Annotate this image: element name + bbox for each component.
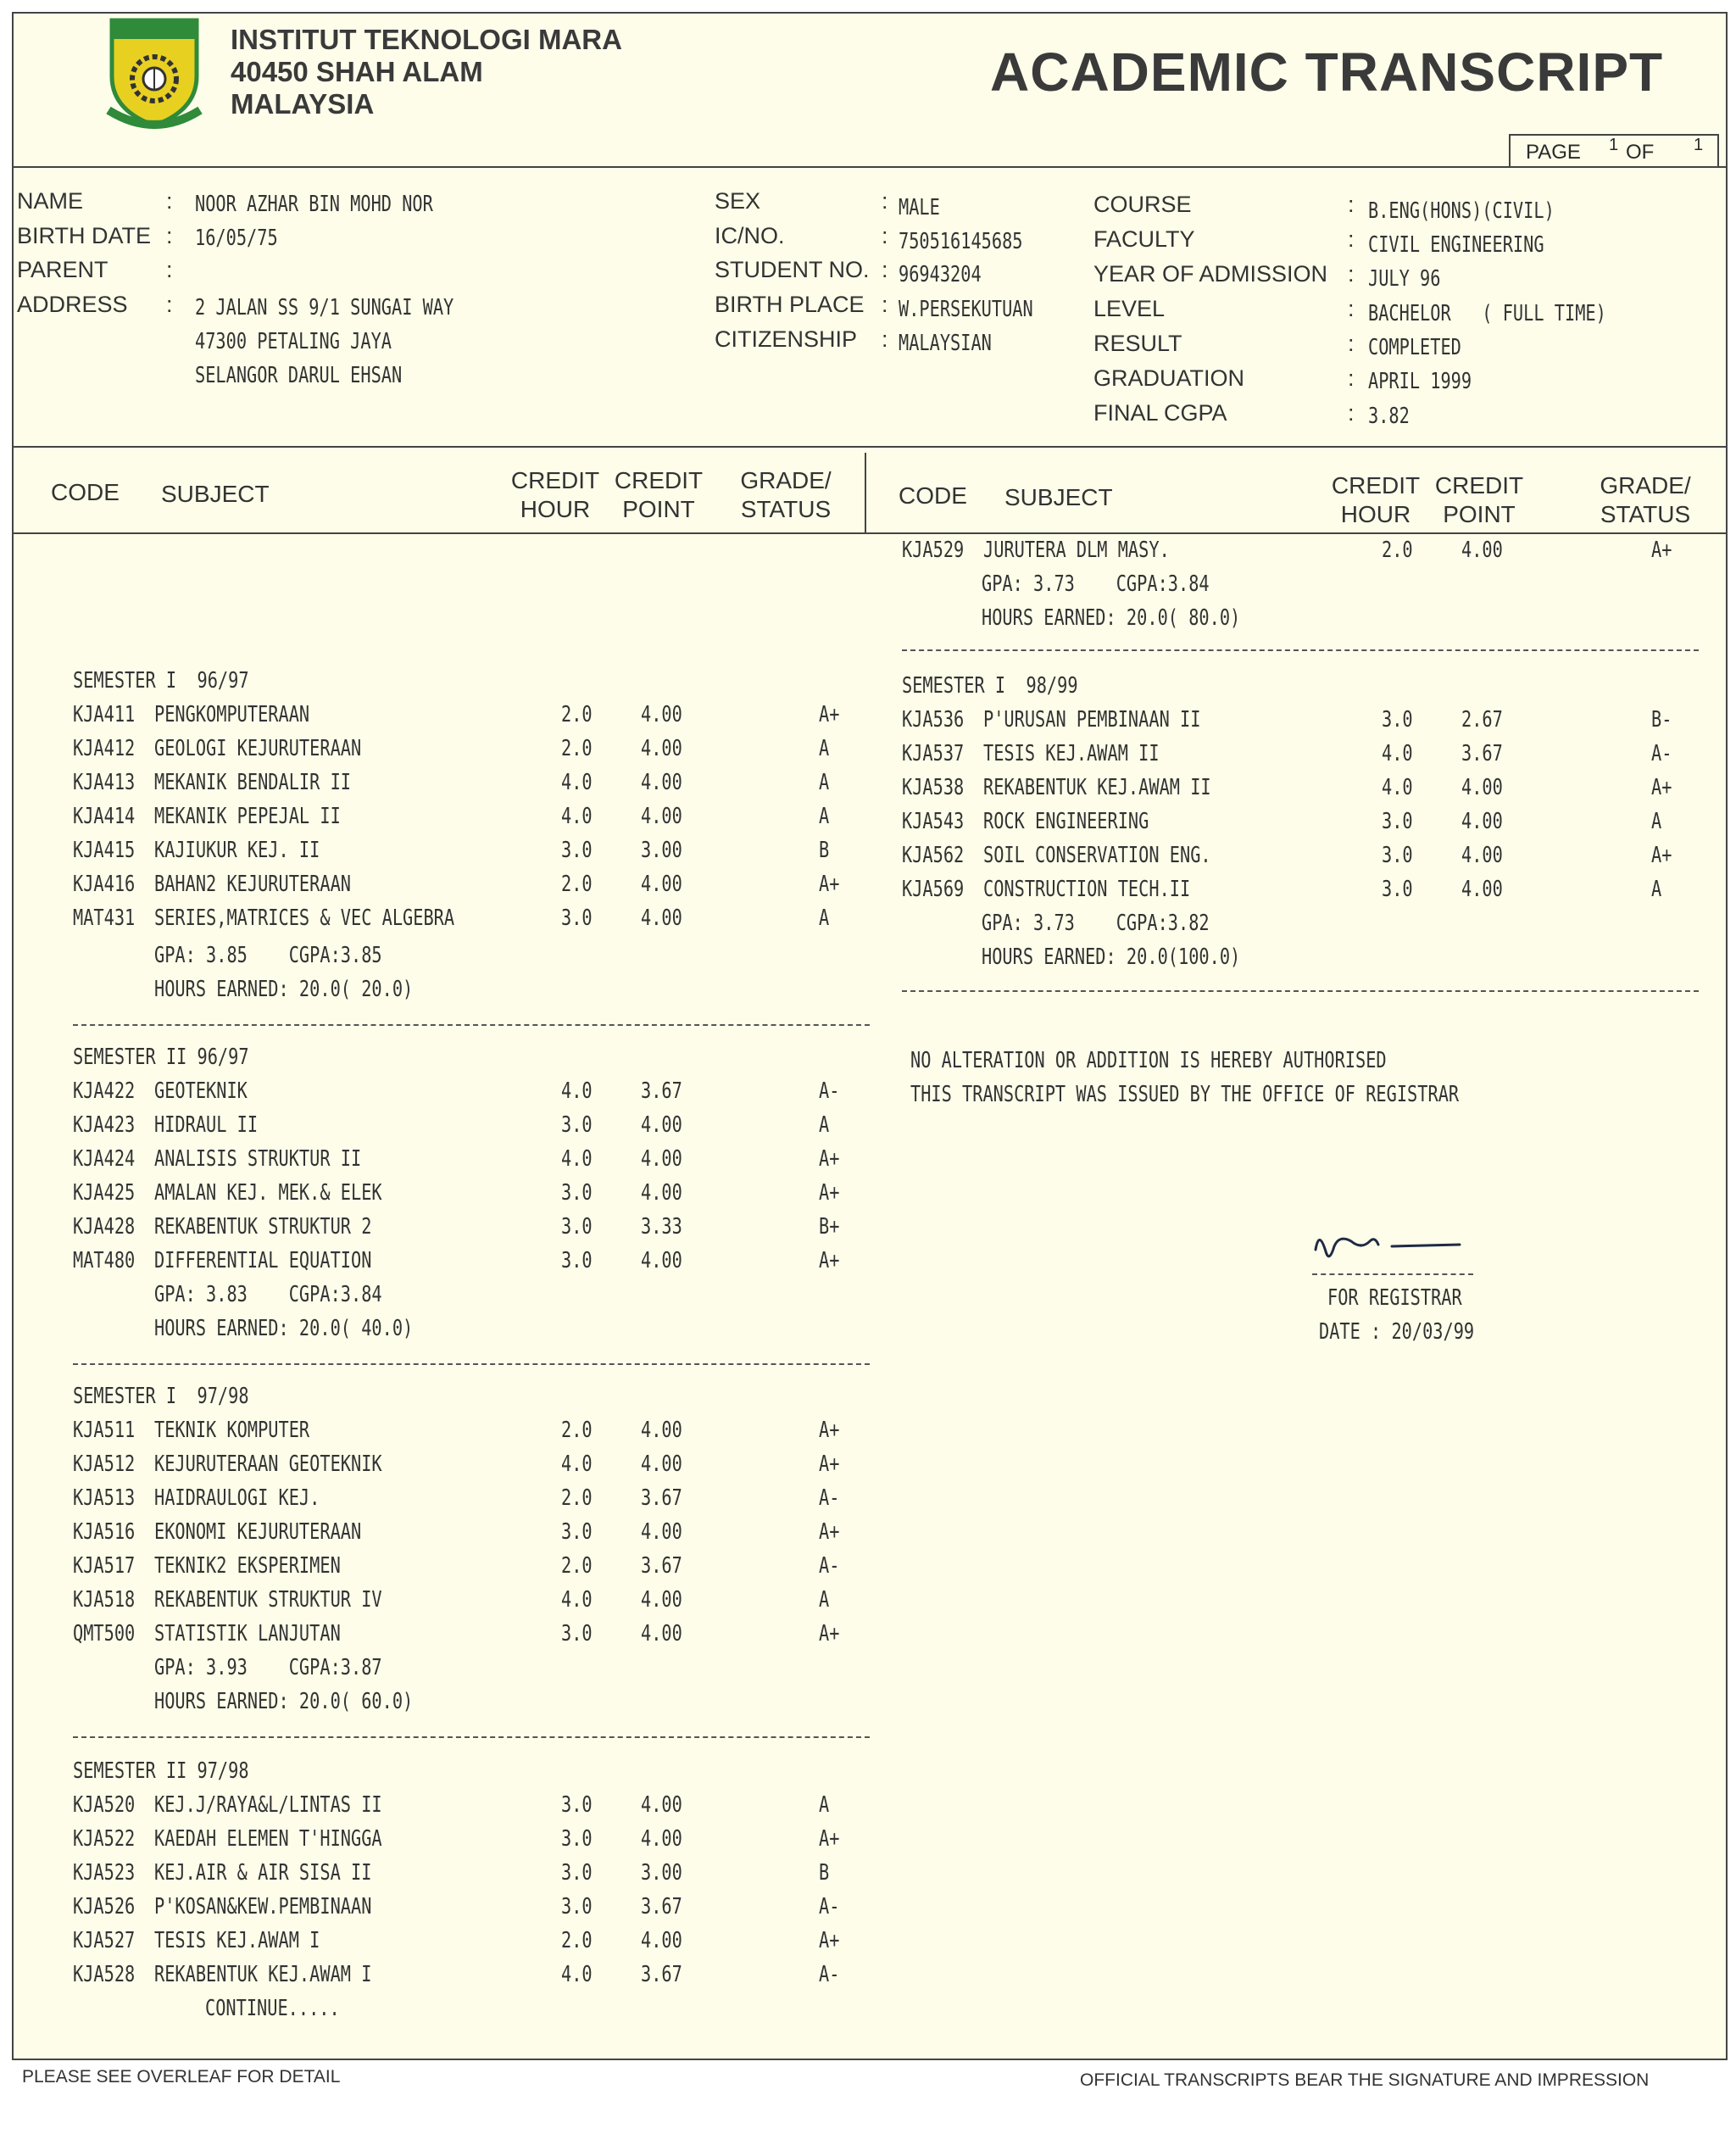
grade-status: A — [819, 736, 830, 761]
hours-earned: HOURS EARNED: 20.0( 40.0) — [154, 1316, 414, 1341]
course-code: KJA517 — [73, 1553, 136, 1579]
credit-hour: 3.0 — [561, 838, 593, 863]
credit-point: 4.00 — [641, 736, 682, 761]
document-title: ACADEMIC TRANSCRIPT — [990, 42, 1664, 103]
credit-point: 4.00 — [641, 804, 682, 829]
column-header-split — [865, 453, 866, 534]
grade-status: A+ — [819, 1248, 840, 1273]
grade-status: A+ — [819, 1146, 840, 1172]
credit-hour: 4.0 — [561, 1587, 593, 1613]
credit-point: 2.67 — [1461, 707, 1503, 733]
course-code: KJA528 — [73, 1962, 136, 1987]
grade-status: A — [1651, 877, 1662, 902]
credit-hour: 2.0 — [561, 1553, 593, 1579]
course-code: KJA512 — [73, 1451, 136, 1477]
course-code: MAT431 — [73, 905, 136, 931]
credit-hour: 3.0 — [561, 905, 593, 931]
credit-point: 3.67 — [641, 1485, 682, 1511]
continue-note: CONTINUE..... — [205, 1996, 340, 2021]
credit-hour: 4.0 — [561, 804, 593, 829]
credit-point: 4.00 — [641, 1112, 682, 1138]
gpa-line: GPA: 3.85 CGPA:3.85 — [154, 943, 382, 968]
credit-point: 4.00 — [1461, 538, 1503, 563]
gpa-line: GPA: 3.73 CGPA:3.84 — [982, 571, 1210, 597]
credit-hour: 3.0 — [1382, 843, 1413, 868]
grade-status: A+ — [819, 1180, 840, 1206]
credit-point: 4.00 — [1461, 877, 1503, 902]
grade-status: A- — [819, 1078, 840, 1104]
credit-point: 4.00 — [641, 1928, 682, 1953]
semester-title: SEMESTER II 97/98 — [73, 1758, 249, 1784]
grade-status: A — [819, 1792, 830, 1818]
credit-hour: 2.0 — [561, 1418, 593, 1443]
course-subject: P'KOSAN&KEW.PEMBINAAN — [154, 1894, 372, 1919]
credit-point: 4.00 — [641, 1418, 682, 1443]
semester-title: SEMESTER I 97/98 — [73, 1384, 249, 1409]
credit-point: 4.00 — [641, 905, 682, 931]
for-registrar: FOR REGISTRAR — [1327, 1285, 1462, 1311]
course-code: KJA527 — [73, 1928, 136, 1953]
credit-hour: 3.0 — [561, 1519, 593, 1545]
course-code: KJA423 — [73, 1112, 136, 1138]
credit-point: 3.67 — [641, 1078, 682, 1104]
credit-hour: 3.0 — [1382, 707, 1413, 733]
grade-status: A+ — [819, 872, 840, 897]
credit-hour: 3.0 — [561, 1214, 593, 1240]
course-code: KJA415 — [73, 838, 136, 863]
course-code: KJA411 — [73, 702, 136, 727]
course-subject: REKABENTUK STRUKTUR 2 — [154, 1214, 372, 1240]
course-subject: AMALAN KEJ. MEK.& ELEK — [154, 1180, 382, 1206]
grade-status: A — [819, 770, 830, 795]
course-subject: P'URUSAN PEMBINAAN II — [983, 707, 1201, 733]
semester-title: SEMESTER I 96/97 — [73, 668, 249, 694]
grade-status: A+ — [819, 1418, 840, 1443]
credit-point: 4.00 — [641, 1826, 682, 1852]
credit-hour: 3.0 — [561, 1621, 593, 1646]
credit-hour: 2.0 — [561, 1928, 593, 1953]
hours-earned: HOURS EARNED: 20.0( 20.0) — [154, 977, 414, 1002]
course-subject: TESIS KEJ.AWAM I — [154, 1928, 320, 1953]
grade-status: A+ — [1651, 775, 1672, 800]
course-subject: PENGKOMPUTERAAN — [154, 702, 310, 727]
credit-hour: 3.0 — [561, 1894, 593, 1919]
credit-point: 4.00 — [641, 1792, 682, 1818]
grade-status: A+ — [819, 1826, 840, 1852]
course-code: KJA422 — [73, 1078, 136, 1104]
credit-hour: 3.0 — [561, 1792, 593, 1818]
grade-status: B — [819, 1860, 830, 1886]
course-code: KJA424 — [73, 1146, 136, 1172]
course-subject: JURUTERA DLM MASY. — [983, 538, 1170, 563]
course-subject: MEKANIK PEPEJAL II — [154, 804, 341, 829]
credit-point: 4.00 — [1461, 775, 1503, 800]
notice-no-alteration: NO ALTERATION OR ADDITION IS HEREBY AUTHORISED — [910, 1048, 1387, 1073]
course-subject: SOIL CONSERVATION ENG. — [983, 843, 1211, 868]
credit-point: 3.33 — [641, 1214, 682, 1240]
course-code: KJA538 — [902, 775, 965, 800]
credit-point: 4.00 — [1461, 809, 1503, 834]
credit-hour: 2.0 — [1382, 538, 1413, 563]
course-subject: KEJURUTERAAN GEOTEKNIK — [154, 1451, 382, 1477]
course-subject: STATISTIK LANJUTAN — [154, 1621, 341, 1646]
header-divider — [12, 166, 1728, 168]
course-code: KJA414 — [73, 804, 136, 829]
credit-hour: 4.0 — [561, 1962, 593, 1987]
issue-date: DATE : 20/03/99 — [1319, 1319, 1475, 1345]
grade-status: A- — [1651, 741, 1672, 766]
credit-point: 4.00 — [641, 1146, 682, 1172]
credit-hour: 2.0 — [561, 1485, 593, 1511]
course-subject: REKABENTUK KEJ.AWAM I — [154, 1962, 372, 1987]
credit-point: 4.00 — [641, 702, 682, 727]
credit-hour: 4.0 — [561, 1146, 593, 1172]
semester-separator — [902, 990, 1699, 992]
credit-hour: 3.0 — [561, 1248, 593, 1273]
course-code: QMT500 — [73, 1621, 136, 1646]
credit-hour: 4.0 — [561, 1078, 593, 1104]
semester-separator — [73, 1024, 870, 1026]
credit-point: 3.00 — [641, 1860, 682, 1886]
grade-status: A+ — [819, 1621, 840, 1646]
grade-status: B — [819, 838, 830, 863]
course-code: KJA520 — [73, 1792, 136, 1818]
course-subject: CONSTRUCTION TECH.II — [983, 877, 1191, 902]
grade-status: A — [819, 804, 830, 829]
grade-status: A+ — [819, 1451, 840, 1477]
footer-overleaf-note: PLEASE SEE OVERLEAF FOR DETAIL — [22, 2067, 341, 2086]
course-subject: GEOTEKNIK — [154, 1078, 248, 1104]
grade-status: A- — [819, 1553, 840, 1579]
grade-status: A — [819, 905, 830, 931]
credit-hour: 2.0 — [561, 702, 593, 727]
gpa-line: GPA: 3.93 CGPA:3.87 — [154, 1655, 382, 1680]
course-subject: KEJ.AIR & AIR SISA II — [154, 1860, 372, 1886]
notice-issued-by: THIS TRANSCRIPT WAS ISSUED BY THE OFFICE OF REGISTRAR — [910, 1082, 1460, 1107]
credit-hour: 3.0 — [561, 1112, 593, 1138]
credit-hour: 4.0 — [1382, 775, 1413, 800]
credit-point: 3.67 — [641, 1553, 682, 1579]
course-code: KJA536 — [902, 707, 965, 733]
signature-line — [1312, 1273, 1473, 1275]
course-code: KJA413 — [73, 770, 136, 795]
course-code: KJA543 — [902, 809, 965, 834]
credit-hour: 2.0 — [561, 872, 593, 897]
gpa-line: GPA: 3.73 CGPA:3.82 — [982, 911, 1210, 936]
course-code: KJA516 — [73, 1519, 136, 1545]
credit-point: 3.67 — [1461, 741, 1503, 766]
course-subject: TESIS KEJ.AWAM II — [983, 741, 1160, 766]
course-subject: ANALISIS STRUKTUR II — [154, 1146, 362, 1172]
credit-point: 4.00 — [641, 872, 682, 897]
course-code: KJA562 — [902, 843, 965, 868]
course-subject: BAHAN2 KEJURUTERAAN — [154, 872, 351, 897]
credit-hour: 2.0 — [561, 736, 593, 761]
course-subject: REKABENTUK STRUKTUR IV — [154, 1587, 382, 1613]
course-code: KJA537 — [902, 741, 965, 766]
semester-separator — [73, 1363, 870, 1365]
credit-hour: 3.0 — [1382, 877, 1413, 902]
course-subject: GEOLOGI KEJURUTERAAN — [154, 736, 362, 761]
course-subject: TEKNIK KOMPUTER — [154, 1418, 310, 1443]
semester-title: SEMESTER I 98/99 — [902, 673, 1078, 699]
credit-point: 4.00 — [641, 1587, 682, 1613]
grade-status: A+ — [819, 702, 840, 727]
course-code: KJA428 — [73, 1214, 136, 1240]
course-code: KJA518 — [73, 1587, 136, 1613]
credit-point: 3.00 — [641, 838, 682, 863]
credit-hour: 3.0 — [561, 1180, 593, 1206]
course-code: KJA523 — [73, 1860, 136, 1886]
course-subject: ROCK ENGINEERING — [983, 809, 1149, 834]
institution-crest-icon — [103, 15, 205, 132]
credit-point: 4.00 — [641, 770, 682, 795]
course-subject: KAJIUKUR KEJ. II — [154, 838, 320, 863]
grade-status: A+ — [819, 1928, 840, 1953]
hours-earned: HOURS EARNED: 20.0( 60.0) — [154, 1689, 414, 1714]
course-code: KJA513 — [73, 1485, 136, 1511]
grade-status: A- — [819, 1485, 840, 1511]
course-code: KJA529 — [902, 538, 965, 563]
grade-status: B+ — [819, 1214, 840, 1240]
credit-hour: 4.0 — [561, 1451, 593, 1477]
grade-status: A+ — [1651, 538, 1672, 563]
credit-point: 4.00 — [641, 1621, 682, 1646]
course-subject: KAEDAH ELEMEN T'HINGGA — [154, 1826, 382, 1852]
course-subject: SERIES,MATRICES & VEC ALGEBRA — [154, 905, 455, 931]
semester-title: SEMESTER II 96/97 — [73, 1045, 249, 1070]
course-subject: REKABENTUK KEJ.AWAM II — [983, 775, 1211, 800]
semester-separator — [902, 649, 1699, 651]
hours-earned: HOURS EARNED: 20.0( 80.0) — [982, 605, 1241, 631]
semester-separator — [73, 1736, 870, 1738]
page-indicator: PAGE 1 OF 1 — [1509, 134, 1719, 168]
credit-point: 4.00 — [641, 1451, 682, 1477]
course-subject: MEKANIK BENDALIR II — [154, 770, 351, 795]
grade-status: A — [819, 1587, 830, 1613]
grade-status: B- — [1651, 707, 1672, 733]
info-divider — [12, 446, 1728, 448]
credit-hour: 3.0 — [561, 1860, 593, 1886]
grade-status: A — [1651, 809, 1662, 834]
hours-earned: HOURS EARNED: 20.0(100.0) — [982, 944, 1241, 970]
footer-official-note: OFFICIAL TRANSCRIPTS BEAR THE SIGNATURE AND IMPRESSION — [1080, 2070, 1650, 2090]
grade-status: A- — [819, 1962, 840, 1987]
course-code: KJA526 — [73, 1894, 136, 1919]
course-code: KJA522 — [73, 1826, 136, 1852]
credit-point: 3.67 — [641, 1962, 682, 1987]
course-subject: HIDRAUL II — [154, 1112, 259, 1138]
credit-hour: 4.0 — [561, 770, 593, 795]
credit-hour: 3.0 — [561, 1826, 593, 1852]
credit-point: 3.67 — [641, 1894, 682, 1919]
column-header-divider — [12, 532, 1728, 534]
grade-status: A — [819, 1112, 830, 1138]
credit-point: 4.00 — [641, 1519, 682, 1545]
gpa-line: GPA: 3.83 CGPA:3.84 — [154, 1282, 382, 1307]
credit-point: 4.00 — [1461, 843, 1503, 868]
course-code: KJA569 — [902, 877, 965, 902]
institution-name: INSTITUT TEKNOLOGI MARA 40450 SHAH ALAM MALAYSIA — [231, 24, 622, 120]
credit-point: 4.00 — [641, 1180, 682, 1206]
credit-point: 4.00 — [641, 1248, 682, 1273]
course-subject: EKONOMI KEJURUTERAAN — [154, 1519, 362, 1545]
course-code: MAT480 — [73, 1248, 136, 1273]
grade-status: A+ — [819, 1519, 840, 1545]
course-subject: HAIDRAULOGI KEJ. — [154, 1485, 320, 1511]
course-subject: DIFFERENTIAL EQUATION — [154, 1248, 372, 1273]
course-code: KJA412 — [73, 736, 136, 761]
grade-status: A+ — [1651, 843, 1672, 868]
credit-hour: 4.0 — [1382, 741, 1413, 766]
course-subject: TEKNIK2 EKSPERIMEN — [154, 1553, 341, 1579]
course-code: KJA425 — [73, 1180, 136, 1206]
course-code: KJA416 — [73, 872, 136, 897]
course-subject: KEJ.J/RAYA&L/LINTAS II — [154, 1792, 382, 1818]
grade-status: A- — [819, 1894, 840, 1919]
credit-hour: 3.0 — [1382, 809, 1413, 834]
course-code: KJA511 — [73, 1418, 136, 1443]
registrar-signature-icon — [1310, 1224, 1463, 1272]
